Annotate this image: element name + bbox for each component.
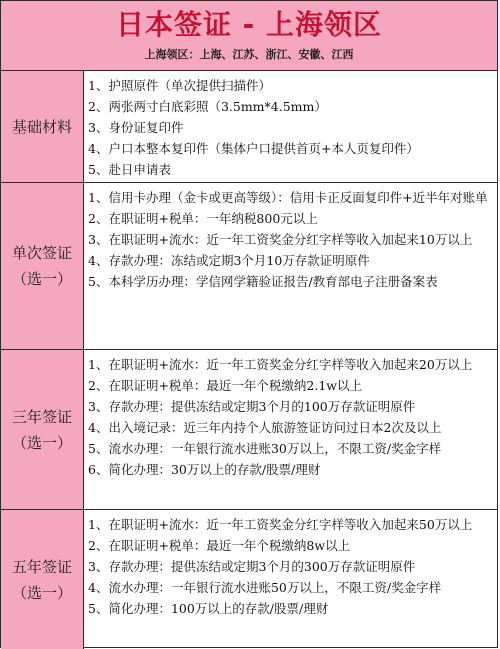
section-label-line: 三年签证 <box>11 407 72 426</box>
section-content <box>84 350 497 509</box>
list-item: 5、流水办理：一年银行流水进账30万以上，不限工资/奖金字样 <box>88 441 442 456</box>
list-item: 1、信用卡办理（金卡或更高等级）：信用卡正反面复印件+近半年对账单 <box>88 190 488 205</box>
section-three-year-visa <box>1 350 497 510</box>
section-content <box>84 510 497 649</box>
section-label-line: （选一） <box>11 433 72 452</box>
section-label-line: （选一） <box>11 583 72 602</box>
list-item: 4、户口本整本复印件（集体户口提供首页+本人页复印件） <box>88 141 419 156</box>
section-label-line: 基础材料 <box>11 117 72 136</box>
section-content <box>84 183 497 349</box>
list-item: 4、存款办理：冻结或定期3个月10万存款证明原件 <box>88 253 370 268</box>
table-header <box>1 1 497 71</box>
section-label <box>1 183 84 349</box>
list-item: 4、流水办理：一年银行流水进账50万以上，不限工资/奖金字样 <box>88 580 442 595</box>
list-item: 1、在职证明+流水：近一年工资奖金分红字样等收入加起来20万以上 <box>88 357 473 372</box>
list-item: 2、两张两寸白底彩照（3.5mm*4.5mm） <box>88 99 327 114</box>
list-item: 3、存款办理：提供冻结或定期3个月的100万存款证明原件 <box>88 399 416 414</box>
section-basic-materials <box>1 71 497 183</box>
section-label-line: （选一） <box>11 270 72 288</box>
page-subtitle: 上海领区：上海、江苏、浙江、安徽、江西 <box>144 48 354 61</box>
list-item: 2、在职证明+税单：最近一年个税缴纳8w以上 <box>88 538 351 553</box>
list-item: 3、身份证复印件 <box>88 120 184 135</box>
list-item: 1、护照原件（单次提供扫描件） <box>88 78 271 93</box>
section-label-line: 单次签证 <box>11 244 72 262</box>
section-label <box>1 350 84 509</box>
list-item: 1、在职证明+流水：近一年工资奖金分红字样等收入加起来50万以上 <box>88 517 473 532</box>
section-label <box>1 510 84 649</box>
list-item: 2、在职证明+税单：一年纳税800元以上 <box>88 211 318 226</box>
page-title: 日本签证 - 上海领区 <box>115 8 383 41</box>
list-item: 4、出入境记录：近三年内持个人旅游签证访问过日本2次及以上 <box>88 420 442 435</box>
list-item: 2、在职证明+税单：最近一年个税缴纳2.1w以上 <box>88 378 363 393</box>
list-item: 5、简化办理：100万以上的存款/股票/理财 <box>88 601 329 616</box>
section-label-line: 五年签证 <box>11 557 72 576</box>
section-five-year-visa <box>1 510 497 649</box>
list-item: 6、简化办理：30万以上的存款/股票/理财 <box>88 462 321 477</box>
list-item: 5、赴日申请表 <box>88 162 171 177</box>
section-content <box>84 71 497 182</box>
list-item: 3、存款办理：提供冻结或定期3个月的300万存款证明原件 <box>88 559 416 574</box>
section-label <box>1 71 84 182</box>
list-item: 5、本科学历办理：学信网学籍验证报告/教育部电子注册备案表 <box>88 274 438 289</box>
section-single-entry-visa <box>1 183 497 350</box>
list-item: 3、在职证明+流水：近一年工资奖金分红字样等收入加起来10万以上 <box>88 232 473 247</box>
